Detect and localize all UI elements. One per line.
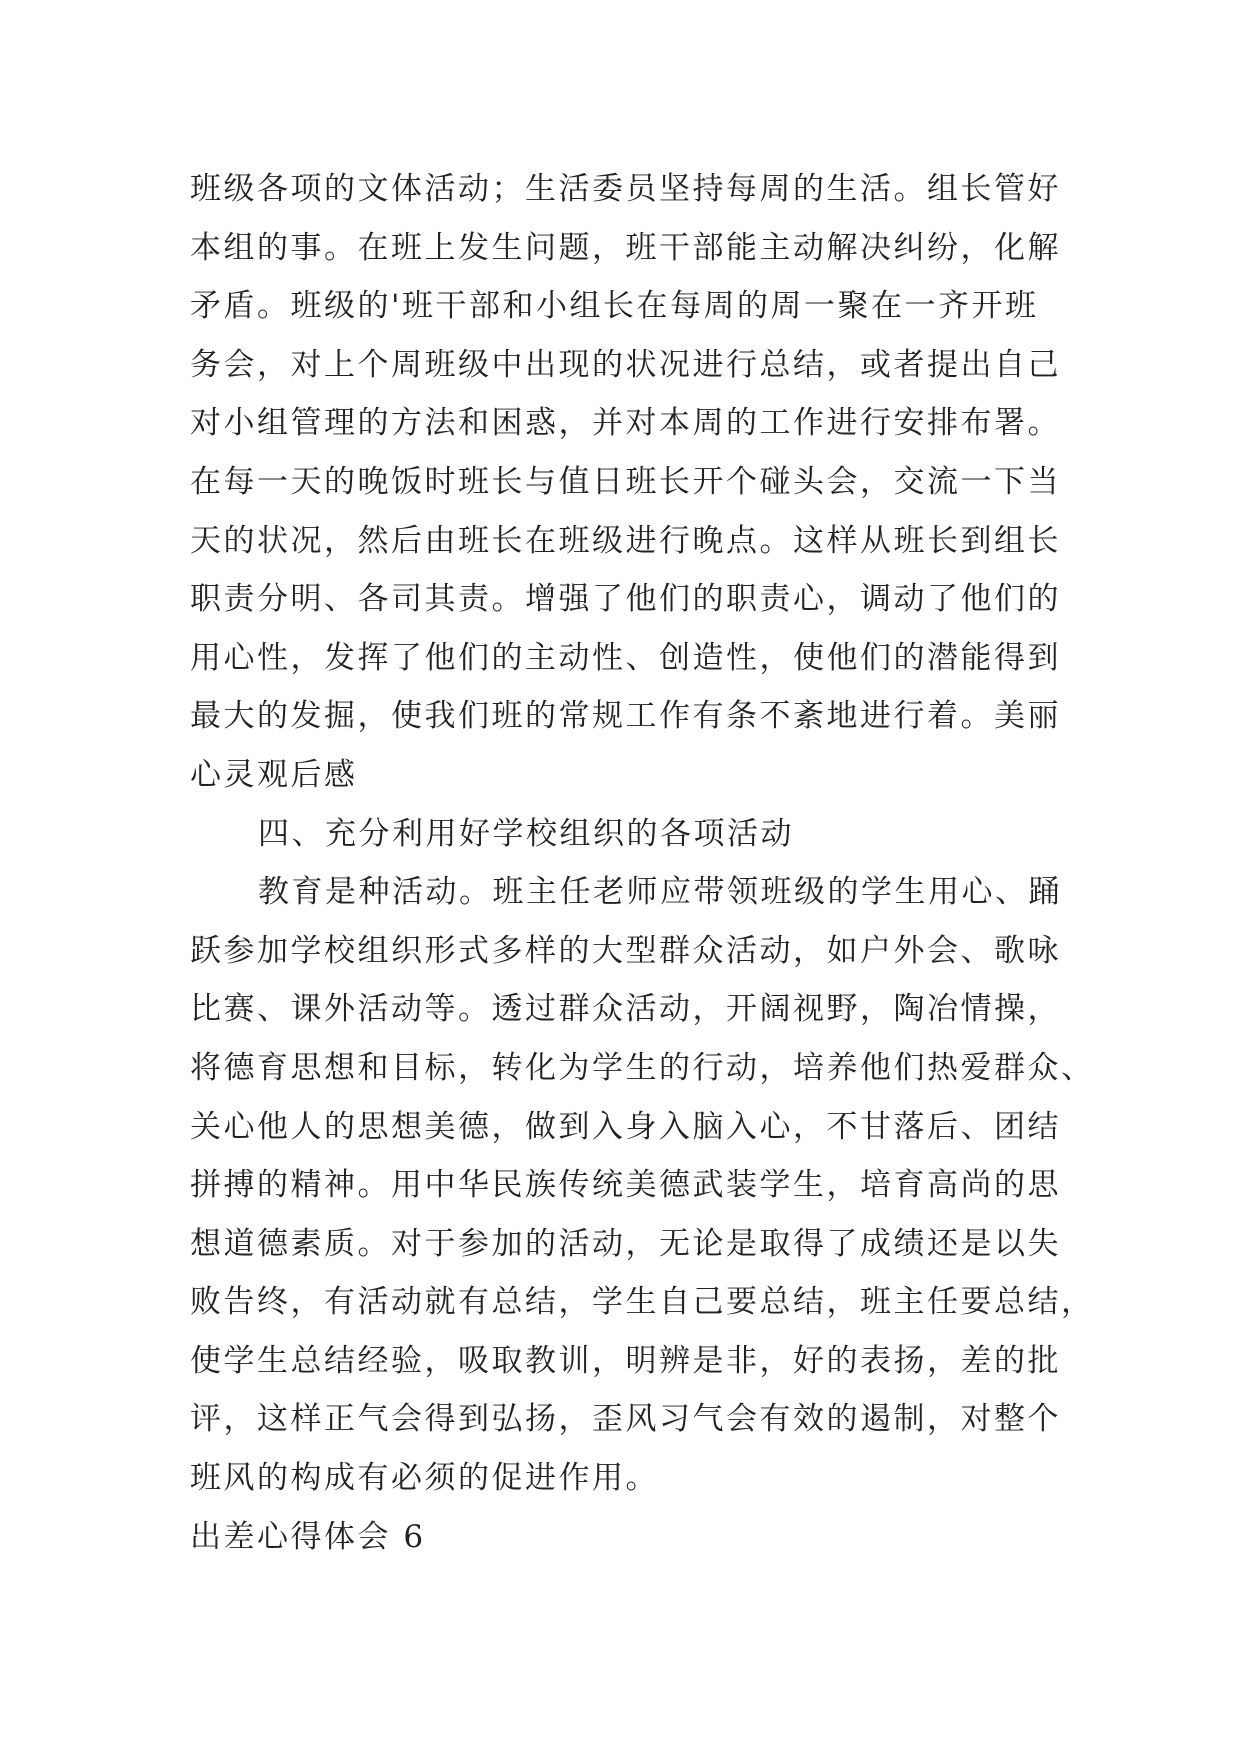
text-line: 在每一天的晚饭时班长与值日班长开个碰头会，交流一下当: [190, 463, 1061, 500]
text-line: 对小组管理的方法和困惑，并对本周的工作进行安排布署。: [190, 405, 1061, 442]
text-line: 天的状况，然后由班长在班级进行晚点。这样从班长到组长: [190, 522, 1061, 559]
text-line: 关心他人的思想美德，做到入身入脑入心，不甘落后、团结: [190, 1108, 1061, 1145]
text-line: 将德育思想和目标，转化为学生的行动，培养他们热爱群众、: [190, 1049, 1095, 1086]
document-body: [190, 160, 1095, 1566]
text-line: 职责分明、各司其责。增强了他们的职责心，调动了他们的: [190, 581, 1061, 618]
text-line: 比赛、课外活动等。透过群众活动，开阔视野，陶冶情操，: [190, 991, 1061, 1028]
paragraph-school-activities: [190, 863, 1095, 1508]
text-line: 评，这样正气会得到弘扬，歪风习气会有效的遏制，对整个: [190, 1401, 1061, 1438]
text-line: 班级各项的文体活动；生活委员坚持每周的生活。组长管好: [190, 171, 1061, 207]
text-line: 心灵观后感: [190, 756, 358, 793]
text-line: 教育是种活动。班主任老师应带领班级的学生用心、踊: [258, 874, 1062, 911]
text-line: 最大的发掘，使我们班的常规工作有条不紊地进行着。美丽: [190, 698, 1061, 735]
paragraph-activities-management: [190, 160, 1061, 805]
text-line: 想道德素质。对于参加的活动，无论是取得了成绩还是以失: [190, 1225, 1061, 1262]
text-line: 拼搏的精神。用中华民族传统美德武装学生，培育高尚的思: [190, 1167, 1061, 1204]
text-line: 跃参加学校组织形式多样的大型群众活动，如户外会、歌咏: [190, 932, 1061, 969]
text-line: 班风的构成有必须的促进作用。: [190, 1460, 659, 1497]
section-heading: 四、充分利用好学校组织的各项活动: [258, 815, 794, 852]
text-line: 败告终，有活动就有总结，学生自己要总结，班主任要总结，: [190, 1284, 1095, 1321]
text-line: 使学生总结经验，吸取教训，明辨是非，好的表扬，差的批: [190, 1342, 1061, 1379]
next-article-title: 出差心得体会 6: [190, 1518, 426, 1555]
text-line: 务会，对上个周班级中出现的状况进行总结，或者提出自己: [190, 346, 1061, 383]
text-line: 矛盾。班级的'班干部和小组长在每周的周一聚在一齐开班: [190, 288, 1039, 325]
text-line: 用心性，发挥了他们的主动性、创造性，使他们的潜能得到: [190, 639, 1061, 676]
text-line: 本组的事。在班上发生问题，班干部能主动解决纠纷，化解: [190, 229, 1061, 266]
